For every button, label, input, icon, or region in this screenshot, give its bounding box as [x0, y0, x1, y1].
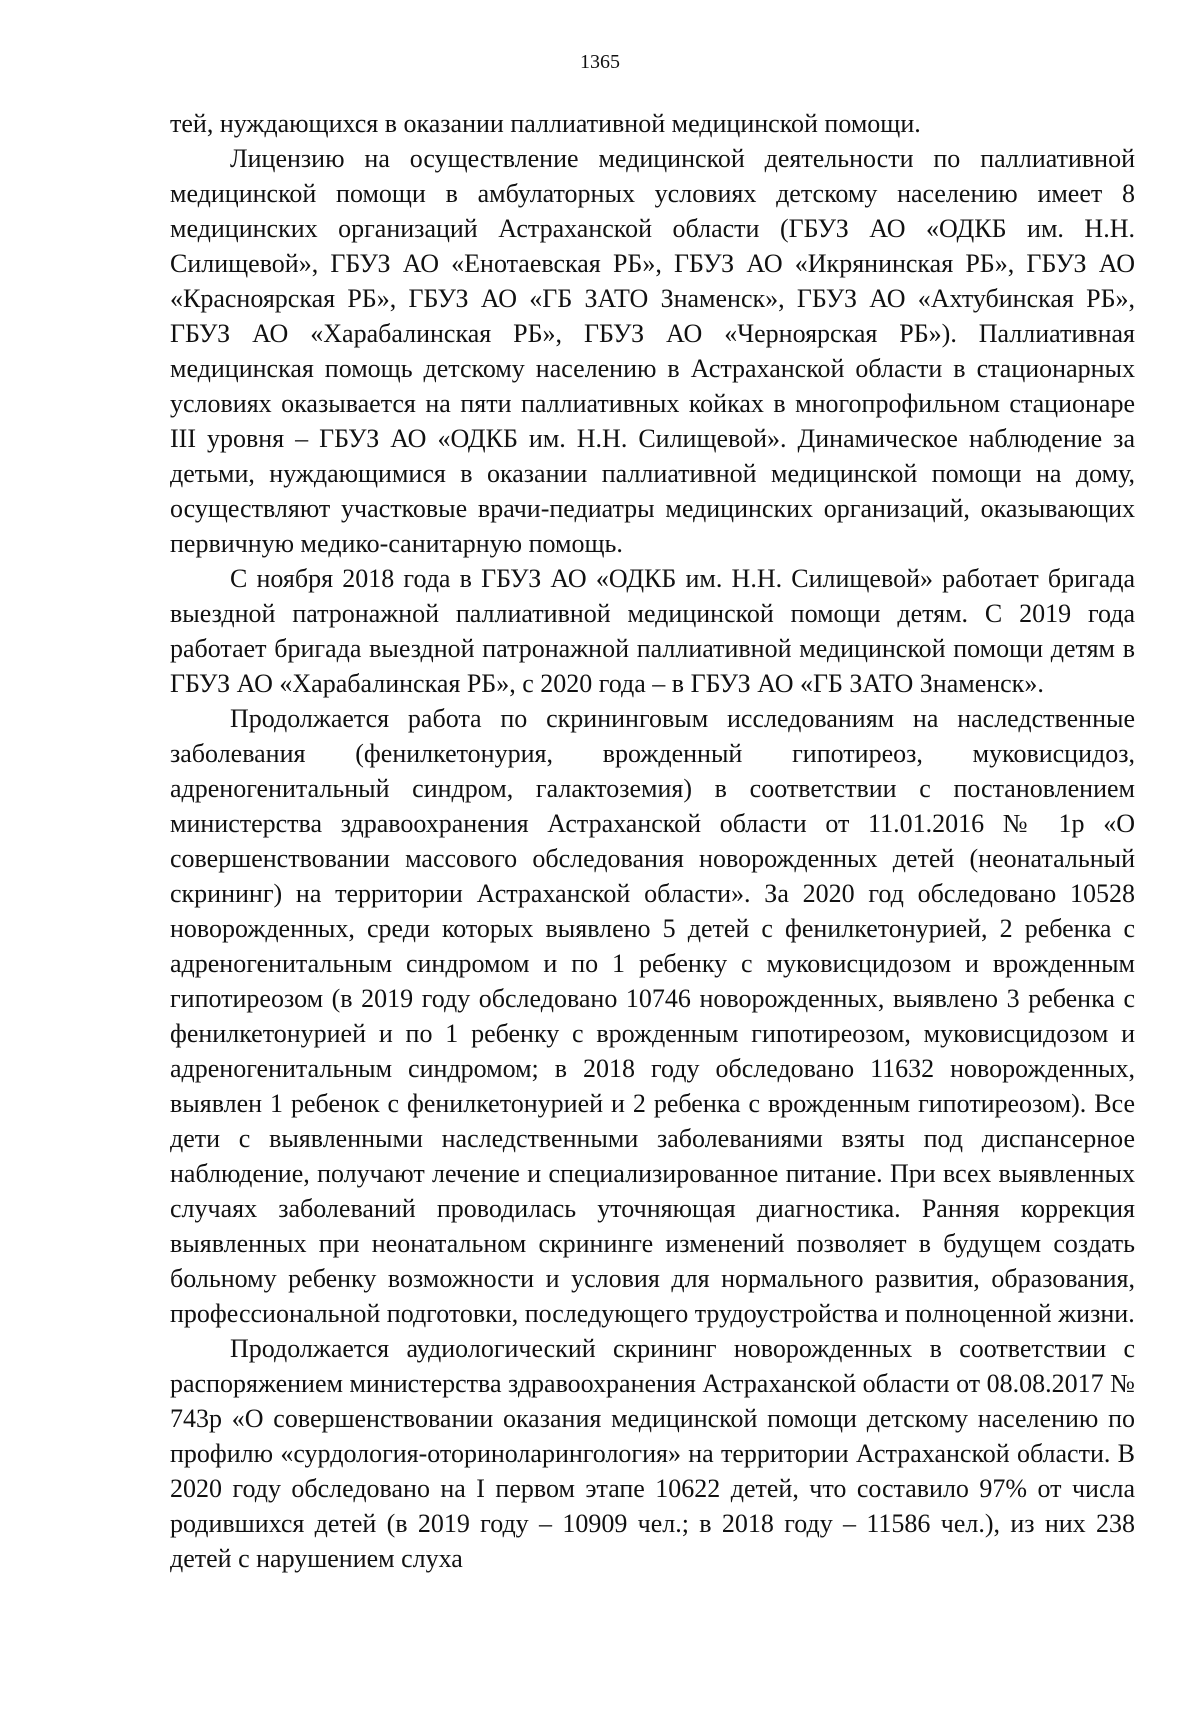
paragraph-continuation: тей, нуждающихся в оказании паллиативной медицинской помощи.	[170, 109, 921, 138]
paragraph-neonatal-screening: Продолжается работа по скрининговым исследованиям на наследственные заболевания (фенилкетонурия, врожденный гипотиреоз, муковисцидоз, адреногенитальный синдром, галактоземия) в соответствии с постановлением министерства здравоохранения Астраханской области от 11.01.2016 № 1р «О совершенствовании массового обследования новорожденных детей (неонатальный скрининг) на территории Астраханской области». За 2020 год обследовано 10528 новорожденных, среди которых выявлено 5 детей с фенилкетонурией, 2 ребенка с адреногенитальным синдромом и по 1 ребенку с муковисцидозом и врожденным гипотиреозом (в 2019 году обследовано 10746 новорожденных, выявлено 3 ребенка с фенилкетонурией и по 1 ребенку с врожденным гипотиреозом, муковисцидозом и адреногенитальным синдромом; в 2018 году обследовано 11632 новорожденных, выявлен 1 ребенок с фенилкетонурией и 2 ребенка с врожденным гипотиреозом). Все дети с выявленными наследственными заболеваниями взяты под диспансерное наблюдение, получают лечение и специализированное питание. При всех выявленных случаях заболеваний проводилась уточняющая диагностика. Ранняя коррекция выявленных при неонатальном скрининге изменений позволяет в будущем создать больному ребенку возможности и условия для нормального развития, образования, профессиональной подготовки, последующего трудоустройства и полноценной жизни.	[170, 704, 1135, 1328]
page-number: 1365	[580, 51, 620, 73]
paragraph-licenses: Лицензию на осуществление медицинской деятельности по паллиативной медицинской помощи в амбулаторных условиях детскому населению имеет 8 медицинских организаций Астраханской области (ГБУЗ АО «ОДКБ им. Н.Н. Силищевой», ГБУЗ АО «Енотаевская РБ», ГБУЗ АО «Икрянинская РБ», ГБУЗ АО «Красноярская РБ», ГБУЗ АО «ГБ ЗАТО Знаменск», ГБУЗ АО «Ахтубинская РБ», ГБУЗ АО «Харабалинская РБ», ГБУЗ АО «Черноярская РБ»). Паллиативная медицинская помощь детскому населению в Астраханской области в стационарных условиях оказывается на пяти паллиативных койках в многопрофильном стационаре III уровня – ГБУЗ АО «ОДКБ им. Н.Н. Силищевой». Динамическое наблюдение за детьми, нуждающимися в оказании паллиативной медицинской помощи на дому, осуществляют участковые врачи-педиатры медицинских организаций, оказывающих первичную медико-санитарную помощь.	[170, 144, 1135, 558]
paragraph-brigades: С ноября 2018 года в ГБУЗ АО «ОДКБ им. Н.Н. Силищевой» работает бригада выездной патронажной паллиативной медицинской помощи детям. С 2019 года работает бригада выездной патронажной паллиативной медицинской помощи детям в ГБУЗ АО «Харабалинская РБ», с 2020 года – в ГБУЗ АО «ГБ ЗАТО Знаменск».	[170, 564, 1135, 698]
document-body	[170, 106, 1135, 1576]
paragraph-audiology-screening: Продолжается аудиологический скрининг новорожденных в соответствии с распоряжением министерства здравоохранения Астраханской области от 08.08.2017 № 743р «О совершенствовании оказания медицинской помощи детскому населению по профилю «сурдология-оториноларингология» на территории Астраханской области. В 2020 году обследовано на I первом этапе 10622 детей, что составило 97% от числа родившихся детей (в 2019 году – 10909 чел.; в 2018 году – 11586 чел.), из них 238 детей с нарушением слуха	[170, 1334, 1135, 1573]
